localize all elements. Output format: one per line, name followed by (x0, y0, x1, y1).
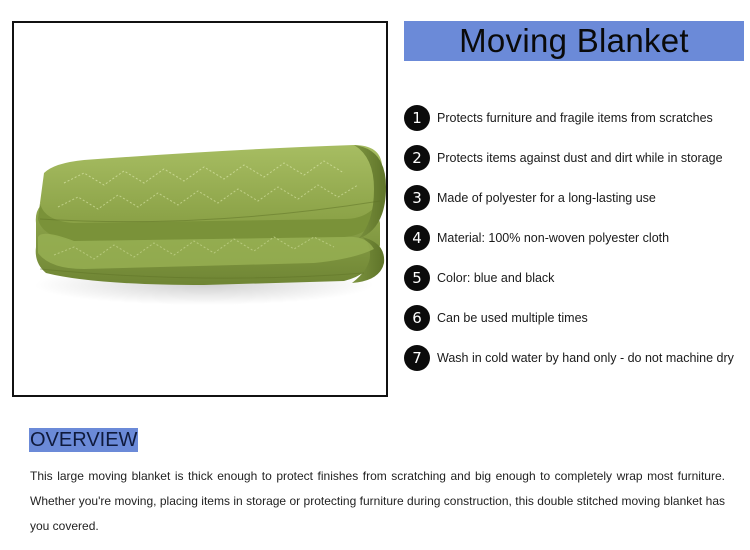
folded-blanket-illustration (14, 23, 386, 395)
feature-text: Made of polyester for a long-lasting use (437, 191, 656, 205)
feature-text: Color: blue and black (437, 271, 555, 285)
feature-text: Material: 100% non-woven polyester cloth (437, 231, 670, 245)
feature-text: Protects furniture and fragile items from scratches (437, 111, 713, 125)
feature-text: Can be used multiple times (437, 311, 588, 325)
list-item (404, 138, 750, 178)
list-item (404, 178, 750, 218)
number-badge-icon: 2 (404, 145, 430, 171)
number-badge-icon: 7 (404, 345, 430, 371)
feature-list (404, 98, 750, 378)
product-image (12, 21, 388, 397)
number-badge-icon: 5 (404, 265, 430, 291)
feature-text: Protects items against dust and dirt while in storage (437, 151, 723, 165)
overview-heading: OVERVIEW (30, 429, 138, 451)
list-item (404, 218, 750, 258)
number-badge-icon: 4 (404, 225, 430, 251)
number-badge-icon: 1 (404, 105, 430, 131)
list-item (404, 338, 750, 378)
page-title: Moving Blanket (459, 22, 689, 59)
number-badge-icon: 6 (404, 305, 430, 331)
overview-paragraph: This large moving blanket is thick enough to protect finishes from scratching and big enough to completely wrap most furniture. Whether you're moving, placing items in storage or protecting furniture during construction, this double stitched moving blanket has you covered. (30, 469, 725, 533)
number-badge-icon: 3 (404, 185, 430, 211)
feature-text: Wash in cold water by hand only - do not machine dry (437, 351, 734, 365)
list-item (404, 258, 750, 298)
list-item (404, 298, 750, 338)
title-banner (404, 21, 744, 61)
list-item (404, 98, 750, 138)
